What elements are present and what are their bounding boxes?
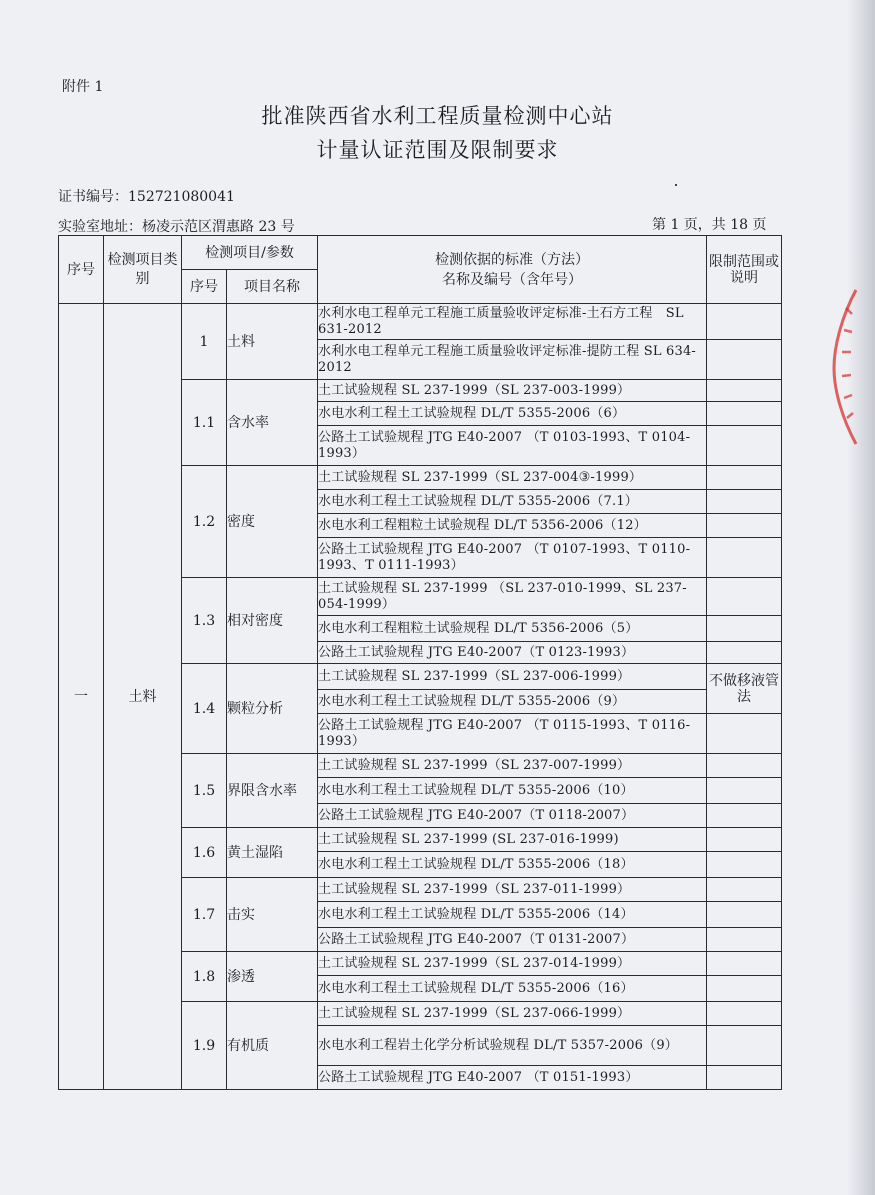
standard-cell: 公路土工试验规程 JTG E40-2007（T 0118-2007） [318, 804, 707, 828]
limit-cell: 不做移液管法 [707, 664, 782, 714]
standard-cell: 土工试验规程 SL 237-1999（SL 237-007-1999） [318, 754, 707, 778]
item-seq: 1.5 [182, 754, 227, 828]
item-name: 颗粒分析 [227, 664, 318, 754]
limit-cell-empty [707, 1026, 782, 1066]
scan-speck [675, 184, 677, 186]
standard-cell: 公路土工试验规程 JTG E40-2007 （T 0103-1993、T 0104-1993） [318, 426, 707, 466]
standard-cell: 水电水利工程土工试验规程 DL/T 5355-2006（14） [318, 902, 707, 928]
limit-cell-empty [707, 1066, 782, 1090]
standard-cell: 土工试验规程 SL 237-1999（SL 237-014-1999） [318, 952, 707, 976]
item-seq: 1.7 [182, 878, 227, 952]
header-standard-line1: 检测依据的标准（方法） [435, 251, 589, 268]
limit-cell-empty [707, 616, 782, 642]
item-name: 黄土湿陷 [227, 828, 318, 878]
limit-cell-empty [707, 804, 782, 828]
standard-cell: 土工试验规程 SL 237-1999（SL 237-066-1999） [318, 1002, 707, 1026]
limit-cell-empty [707, 380, 782, 402]
standard-cell: 土工试验规程 SL 237-1999（SL 237-011-1999） [318, 878, 707, 902]
standard-cell: 土工试验规程 SL 237-1999 (SL 237-016-1999) [318, 828, 707, 852]
header-standard [318, 236, 707, 304]
scope-table [58, 235, 782, 1090]
standard-cell: 公路土工试验规程 JTG E40-2007 （T 0151-1993） [318, 1066, 707, 1090]
item-seq: 1.1 [182, 380, 227, 466]
limit-cell-empty [707, 754, 782, 778]
standard-cell: 水电水利工程土工试验规程 DL/T 5355-2006（10） [318, 778, 707, 804]
document-title-line1: 批准陕西省水利工程质量检测中心站 [261, 104, 614, 128]
category-seq: 一 [59, 304, 104, 1090]
standard-cell: 水利水电工程单元工程施工质量验收评定标准-土石方工程 SL 631-2012 [318, 304, 707, 340]
limit-cell-empty [707, 578, 782, 616]
document-title-line2: 计量认证范围及限制要求 [316, 138, 559, 162]
standard-cell: 土工试验规程 SL 237-1999 （SL 237-010-1999、SL 237-054-1999） [318, 578, 707, 616]
limit-cell-empty [707, 878, 782, 902]
item-seq: 1.8 [182, 952, 227, 1002]
standard-cell: 水电水利工程土工试验规程 DL/T 5355-2006（18） [318, 852, 707, 878]
attachment-label: 附件 1 [62, 79, 104, 95]
page-info: 第 1 页，共 18 页 [652, 217, 767, 233]
item-seq: 1.6 [182, 828, 227, 878]
limit-cell-empty [707, 714, 782, 754]
item-seq: 1 [182, 304, 227, 380]
limit-cell-empty [707, 426, 782, 466]
limit-cell-empty [707, 928, 782, 952]
limit-cell-empty [707, 340, 782, 380]
limit-cell-empty [707, 538, 782, 578]
limit-cell-empty [707, 852, 782, 878]
header-limit: 限制范围或说明 [707, 236, 782, 304]
standard-cell: 水电水利工程土工试验规程 DL/T 5355-2006（7.1） [318, 490, 707, 514]
limit-cell-empty [707, 778, 782, 804]
standard-cell: 水电水利工程粗粒土试验规程 DL/T 5356-2006（5） [318, 616, 707, 642]
standard-cell: 公路土工试验规程 JTG E40-2007（T 0123-1993） [318, 642, 707, 664]
standard-cell: 土工试验规程 SL 237-1999（SL 237-006-1999） [318, 664, 707, 690]
item-name: 相对密度 [227, 578, 318, 664]
item-seq: 1.2 [182, 466, 227, 578]
limit-cell-empty [707, 1002, 782, 1026]
standard-cell: 公路土工试验规程 JTG E40-2007 （T 0107-1993、T 0110-1993、T 0111-1993） [318, 538, 707, 578]
standard-cell: 公路土工试验规程 JTG E40-2007 （T 0115-1993、T 0116-1993） [318, 714, 707, 754]
limit-cell-empty [707, 490, 782, 514]
standard-cell: 土工试验规程 SL 237-1999（SL 237-003-1999） [318, 380, 707, 402]
limit-cell-empty [707, 828, 782, 852]
standard-cell: 水电水利工程土工试验规程 DL/T 5355-2006（16） [318, 976, 707, 1002]
limit-cell-empty [707, 402, 782, 426]
lab-address: 实验室地址：杨凌示范区渭惠路 23 号 [58, 219, 295, 235]
limit-cell-empty [707, 642, 782, 664]
item-seq: 1.4 [182, 664, 227, 754]
standard-cell: 土工试验规程 SL 237-1999（SL 237-004③-1999） [318, 466, 707, 490]
limit-cell-empty [707, 952, 782, 976]
limit-cell-empty [707, 976, 782, 1002]
header-row-1 [59, 236, 782, 270]
standard-cell: 水电水利工程土工试验规程 DL/T 5355-2006（6） [318, 402, 707, 426]
item-name: 界限含水率 [227, 754, 318, 828]
item-name: 击实 [227, 878, 318, 952]
limit-cell-empty [707, 466, 782, 490]
limit-cell-empty [707, 304, 782, 340]
header-sub-seq: 序号 [182, 270, 227, 304]
header-item-name: 项目名称 [227, 270, 318, 304]
limit-cell-empty [707, 902, 782, 928]
item-seq: 1.3 [182, 578, 227, 664]
header-category: 检测项目类别 [104, 236, 182, 304]
scope-table-body [59, 236, 782, 1090]
item-name: 渗透 [227, 952, 318, 1002]
header-standard-line2: 名称及编号（含年号） [442, 271, 582, 288]
category-name: 土料 [104, 304, 182, 1090]
standard-cell: 公路土工试验规程 JTG E40-2007（T 0131-2007） [318, 928, 707, 952]
header-seq: 序号 [59, 236, 104, 304]
table-row [59, 304, 782, 340]
item-seq: 1.9 [182, 1002, 227, 1090]
red-seal-stamp [822, 286, 862, 446]
item-name: 密度 [227, 466, 318, 578]
standard-cell: 水电水利工程粗粒土试验规程 DL/T 5356-2006（12） [318, 514, 707, 538]
item-name: 土料 [227, 304, 318, 380]
item-name: 含水率 [227, 380, 318, 466]
standard-cell: 水利水电工程单元工程施工质量验收评定标准-提防工程 SL 634-2012 [318, 340, 707, 380]
limit-cell-empty [707, 514, 782, 538]
paper-edge [847, 0, 875, 1195]
standard-cell: 水电水利工程土工试验规程 DL/T 5355-2006（9） [318, 690, 707, 714]
standard-cell: 水电水利工程岩土化学分析试验规程 DL/T 5357-2006（9） [318, 1026, 707, 1066]
item-name: 有机质 [227, 1002, 318, 1090]
header-param-group: 检测项目/参数 [182, 236, 318, 270]
certificate-number: 证书编号：152721080041 [58, 189, 235, 205]
